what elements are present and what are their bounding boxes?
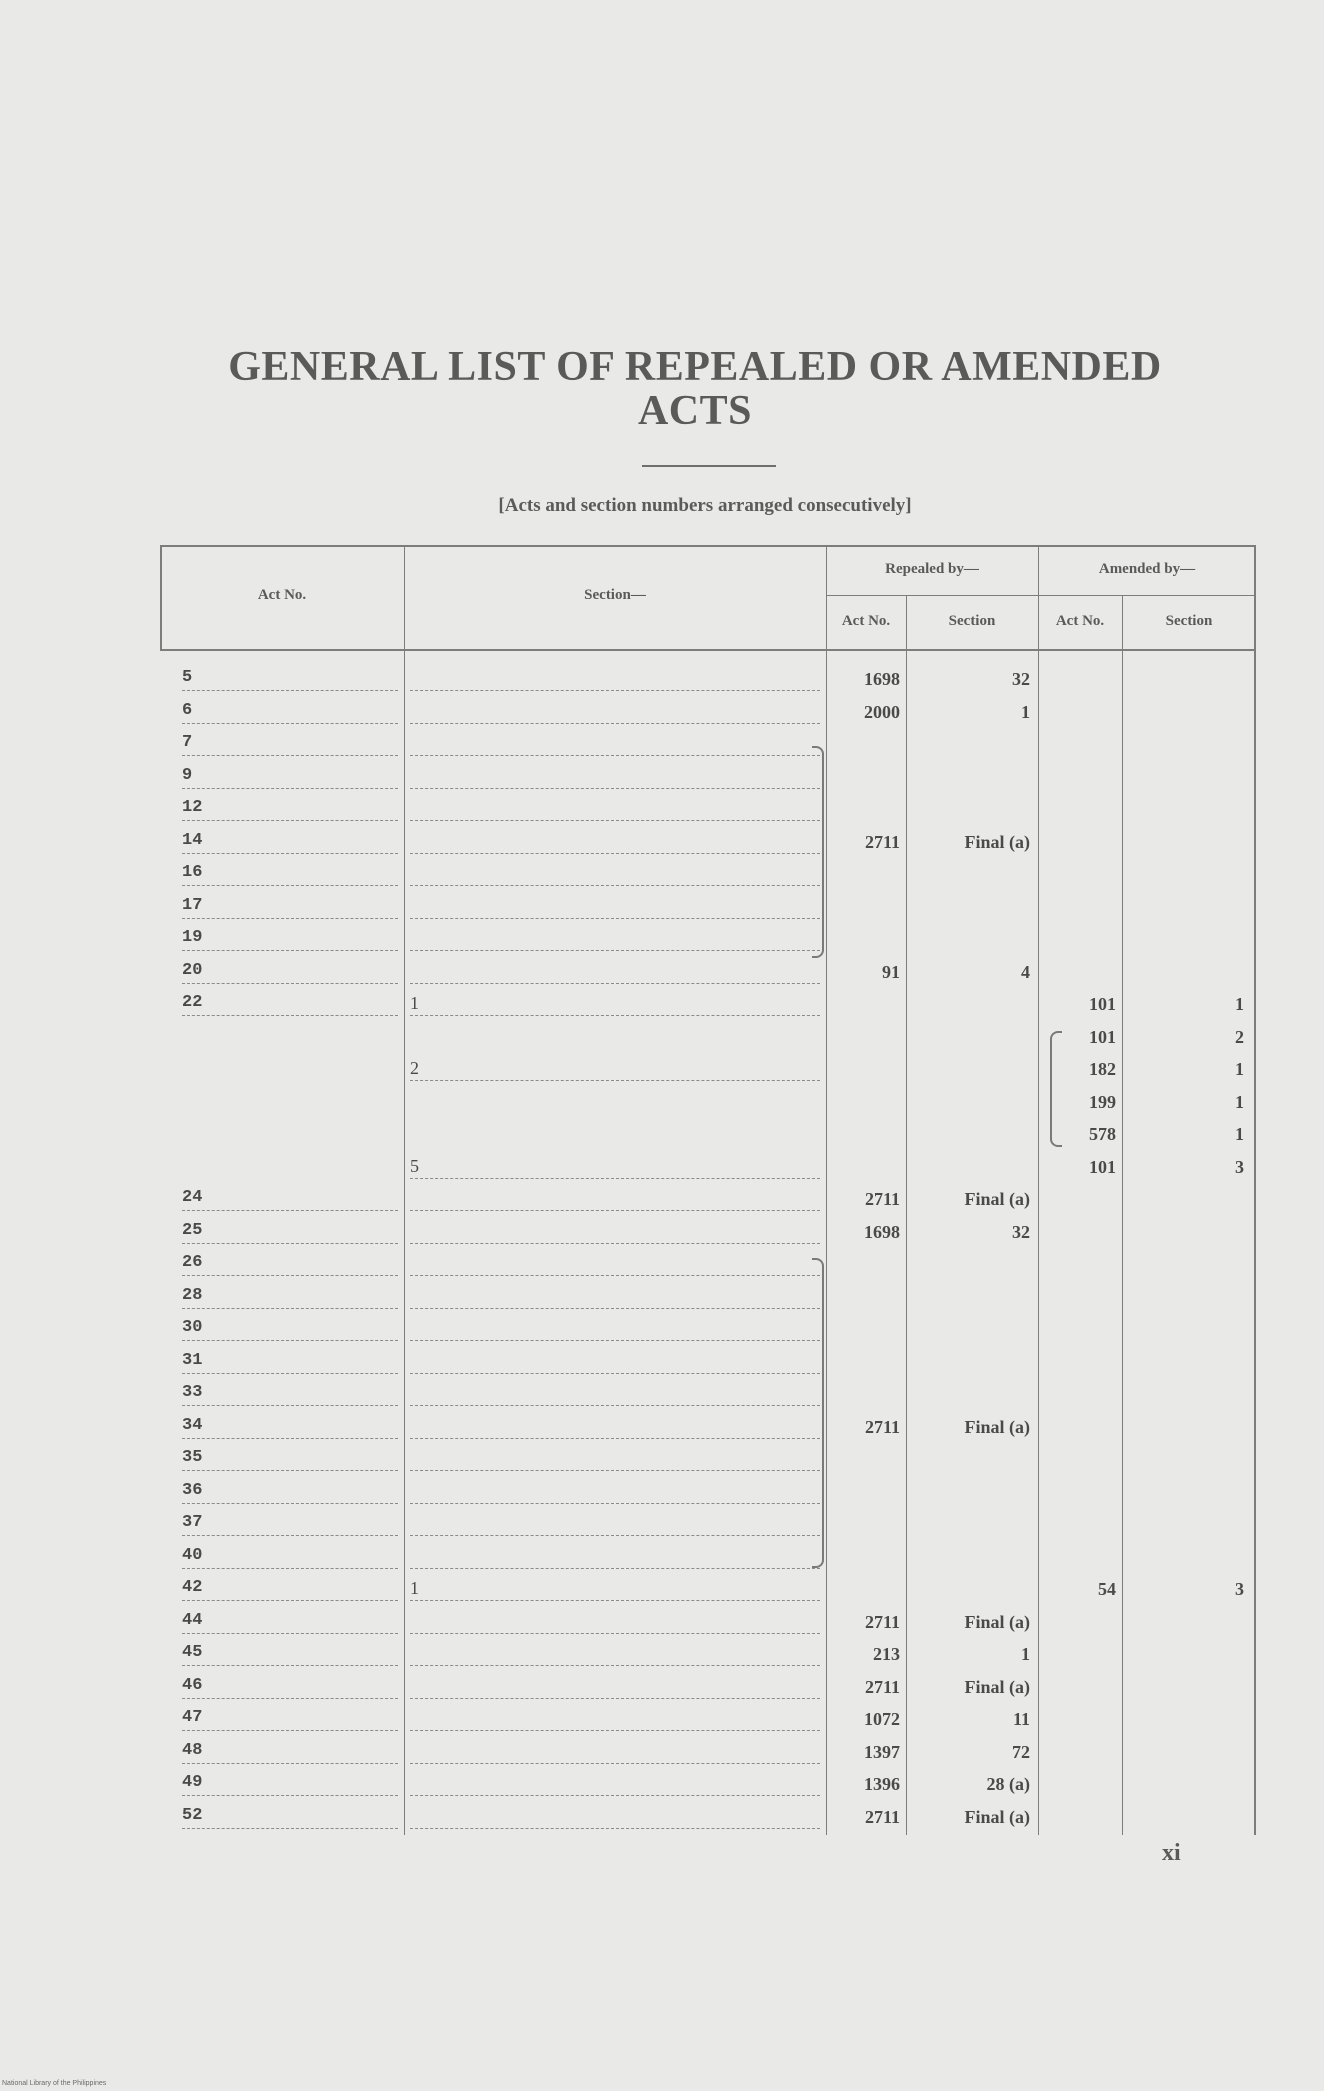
brace-repealed-26-40 (812, 1258, 824, 1568)
repealed-act-number: 2711 (864, 1416, 900, 1437)
act-number: 44 (182, 1609, 398, 1634)
section-number (410, 1446, 820, 1471)
repealed-act-number (832, 765, 900, 789)
act-number: 48 (182, 1739, 398, 1764)
title-line-2: ACTS (637, 388, 753, 434)
repealed-act-number: 2711 (864, 1676, 900, 1697)
amended-act-number (1044, 1317, 1116, 1341)
act-number (182, 1155, 398, 1179)
repealed-act-number: 2711 (864, 1806, 900, 1827)
section-number (410, 1316, 820, 1341)
section-number (410, 666, 820, 691)
repealed-act-number: 2711 (864, 831, 900, 852)
table-row (160, 1021, 1256, 1053)
section-number (410, 829, 820, 854)
amended-act-number: 199 (1089, 1091, 1116, 1112)
act-number: 31 (182, 1349, 398, 1374)
amended-act-number (1044, 1480, 1116, 1504)
header-repealed-section: Section (948, 613, 996, 629)
header-act-no: Act No. (257, 587, 307, 603)
repealed-section (912, 992, 1030, 1016)
act-number (182, 1090, 398, 1114)
amended-section (1128, 862, 1244, 886)
act-number: 22 (182, 991, 398, 1016)
table-row (160, 1638, 1256, 1670)
amended-act-number (1044, 1772, 1116, 1796)
repealed-act-number (832, 1025, 900, 1049)
amended-section (1128, 732, 1244, 756)
amended-section: 1 (1235, 1059, 1244, 1079)
amended-act-number (1044, 700, 1116, 724)
act-number: 52 (182, 1804, 398, 1829)
act-number: 17 (182, 894, 398, 919)
repealed-section (912, 1155, 1030, 1179)
amended-section (1128, 895, 1244, 919)
table-row (160, 793, 1256, 825)
section-number (410, 861, 820, 886)
amended-act-number: 101 (1089, 1156, 1116, 1177)
repealed-section (912, 1317, 1030, 1341)
act-number: 26 (182, 1251, 398, 1276)
section-number (410, 1219, 820, 1244)
header-amended-by: Amended by— (1098, 561, 1196, 577)
title-line-1: GENERAL LIST OF REPEALED OR AMENDED (228, 344, 1162, 390)
amended-section (1128, 1252, 1244, 1276)
repealed-section: 1 (1021, 701, 1030, 722)
repealed-act-number (832, 927, 900, 951)
repealed-act-number (832, 1447, 900, 1471)
section-number: 5 (410, 1154, 820, 1179)
section-number (410, 764, 820, 789)
repealed-act-number (832, 1090, 900, 1114)
amended-act-number (1044, 1187, 1116, 1211)
table-row (160, 1703, 1256, 1735)
act-number: 47 (182, 1706, 398, 1731)
table-row (160, 663, 1256, 695)
table-row (160, 1183, 1256, 1215)
repealed-section (912, 765, 1030, 789)
amended-section (1128, 1707, 1244, 1731)
act-number: 19 (182, 926, 398, 951)
repealed-act-number (832, 862, 900, 886)
section-number (410, 1414, 820, 1439)
amended-act-number (1044, 1285, 1116, 1309)
section-number (410, 1090, 820, 1114)
repealed-section (912, 1447, 1030, 1471)
repealed-act-number: 1072 (864, 1709, 900, 1729)
amended-act-number (1044, 1447, 1116, 1471)
repealed-section (912, 797, 1030, 821)
section-number (410, 1479, 820, 1504)
repealed-act-number (832, 1577, 900, 1601)
repealed-section: 32 (1012, 1221, 1030, 1242)
table-row (160, 1248, 1256, 1280)
table-row (160, 1313, 1256, 1345)
table-row (160, 923, 1256, 955)
section-number (410, 926, 820, 951)
act-number: 33 (182, 1381, 398, 1406)
amended-act-number (1044, 927, 1116, 951)
repealed-act-number: 2711 (864, 1611, 900, 1632)
amended-section (1128, 1480, 1244, 1504)
table-row (160, 1281, 1256, 1313)
section-number (410, 1739, 820, 1764)
amended-section (1128, 1675, 1244, 1699)
amended-act-number: 182 (1089, 1059, 1116, 1079)
repealed-section: 72 (1012, 1741, 1030, 1762)
amended-act-number: 578 (1089, 1124, 1116, 1144)
repealed-act-number (832, 1317, 900, 1341)
table-row (160, 1118, 1256, 1150)
header-section: Section— (584, 587, 646, 603)
table-row (160, 858, 1256, 890)
amended-act-number: 101 (1089, 1026, 1116, 1047)
section-number (410, 699, 820, 724)
repealed-section: 1 (1021, 1644, 1030, 1664)
act-number: 7 (182, 731, 398, 756)
act-number (182, 1025, 398, 1049)
amended-act-number (1044, 1220, 1116, 1244)
amended-act-number (1044, 862, 1116, 886)
table-top-rule (160, 545, 1256, 547)
repealed-act-number: 1397 (864, 1741, 900, 1762)
act-number: 42 (182, 1576, 398, 1601)
repealed-section: Final (a) (964, 1676, 1030, 1697)
act-number: 45 (182, 1641, 398, 1666)
repealed-act-number (832, 1285, 900, 1309)
section-number (410, 1544, 820, 1569)
section-number (410, 731, 820, 756)
act-number: 12 (182, 796, 398, 821)
header-bottom-rule (160, 649, 1256, 651)
amended-act-number (1044, 1382, 1116, 1406)
page-title (150, 345, 1240, 433)
footer-credit: National Library of the Philippines (2, 2080, 107, 2087)
amended-section (1128, 830, 1244, 854)
repealed-act-number: 1396 (864, 1774, 900, 1794)
act-number: 9 (182, 764, 398, 789)
amended-section (1128, 1285, 1244, 1309)
table-row (160, 1216, 1256, 1248)
amended-section (1128, 1740, 1244, 1764)
amended-section (1128, 1642, 1244, 1666)
repealed-section (912, 1025, 1030, 1049)
brace-repealed-7-19 (812, 746, 824, 958)
amended-act-number (1044, 765, 1116, 789)
section-number (410, 796, 820, 821)
amended-section: 1 (1235, 1124, 1244, 1144)
repealed-act-number (832, 1545, 900, 1569)
act-number: 35 (182, 1446, 398, 1471)
amended-section (1128, 667, 1244, 691)
table-row (160, 826, 1256, 858)
act-number (182, 1122, 398, 1146)
act-number: 30 (182, 1316, 398, 1341)
repealed-act-number (832, 1122, 900, 1146)
act-number: 37 (182, 1511, 398, 1536)
table-row (160, 1411, 1256, 1443)
repealed-act-number (832, 797, 900, 821)
section-number (410, 1349, 820, 1374)
act-number: 24 (182, 1186, 398, 1211)
repealed-act-number (832, 1382, 900, 1406)
repealed-act-number: 91 (882, 961, 900, 982)
repealed-section: 4 (1021, 961, 1030, 982)
page-number: xi (1162, 1840, 1181, 1866)
amended-act-number (1044, 895, 1116, 919)
amended-section (1128, 1512, 1244, 1536)
repealed-section (912, 732, 1030, 756)
amended-section (1128, 1187, 1244, 1211)
table-row (160, 1086, 1256, 1118)
table-row (160, 728, 1256, 760)
section-number (410, 1186, 820, 1211)
table-row (160, 761, 1256, 793)
amended-act-number (1044, 732, 1116, 756)
table-row (160, 1671, 1256, 1703)
amended-act-number (1044, 1350, 1116, 1374)
amended-section: 3 (1235, 1579, 1244, 1599)
table-row (160, 1508, 1256, 1540)
repealed-act-number (832, 732, 900, 756)
section-number (410, 1025, 820, 1049)
repealed-section: Final (a) (964, 831, 1030, 852)
repealed-section: Final (a) (964, 1416, 1030, 1437)
repealed-section (912, 862, 1030, 886)
repealed-act-number: 1698 (864, 1221, 900, 1242)
repealed-act-number (832, 895, 900, 919)
repealed-act-number (832, 1480, 900, 1504)
amended-section (1128, 1350, 1244, 1374)
amended-act-number (1044, 1610, 1116, 1634)
amended-section (1128, 1772, 1244, 1796)
repealed-section (912, 1057, 1030, 1081)
repealed-section (912, 1480, 1030, 1504)
table-row (160, 1801, 1256, 1833)
table-row (160, 1736, 1256, 1768)
repealed-section (912, 1577, 1030, 1601)
section-number (410, 1674, 820, 1699)
amended-act-number (1044, 1512, 1116, 1536)
amended-section (1128, 1317, 1244, 1341)
table-row (160, 1768, 1256, 1800)
amended-act-number: 101 (1089, 994, 1116, 1014)
section-number (410, 1609, 820, 1634)
table-row (160, 988, 1256, 1020)
amended-section (1128, 927, 1244, 951)
brace-amended-22-2 (1050, 1031, 1062, 1147)
act-number: 49 (182, 1771, 398, 1796)
section-number: 2 (410, 1056, 820, 1081)
amended-section (1128, 765, 1244, 789)
section-number (410, 1641, 820, 1666)
repealed-section (912, 1252, 1030, 1276)
section-number (410, 1511, 820, 1536)
act-number: 28 (182, 1284, 398, 1309)
amended-act-number (1044, 1707, 1116, 1731)
amended-act-number (1044, 797, 1116, 821)
repealed-section: Final (a) (964, 1806, 1030, 1827)
table-row (160, 1541, 1256, 1573)
act-number: 34 (182, 1414, 398, 1439)
act-number: 6 (182, 699, 398, 724)
section-number: 1 (410, 1576, 820, 1601)
section-number (410, 894, 820, 919)
repealed-section (912, 1350, 1030, 1374)
section-number (410, 959, 820, 984)
amended-section (1128, 797, 1244, 821)
table-row (160, 1443, 1256, 1475)
amended-section (1128, 1382, 1244, 1406)
repealed-section: Final (a) (964, 1189, 1030, 1209)
amended-section (1128, 700, 1244, 724)
table-row (160, 1346, 1256, 1378)
table-row (160, 956, 1256, 988)
repealed-act-number: 2000 (864, 701, 900, 722)
act-number: 36 (182, 1479, 398, 1504)
section-number (410, 1706, 820, 1731)
table-row (160, 1606, 1256, 1638)
amended-act-number: 54 (1098, 1579, 1116, 1599)
repealed-section (912, 1545, 1030, 1569)
repealed-section (912, 927, 1030, 951)
repealed-section (912, 1512, 1030, 1536)
amended-section (1128, 1447, 1244, 1471)
amended-section: 1 (1235, 994, 1244, 1014)
amended-section: 2 (1235, 1026, 1244, 1047)
repealed-act-number (832, 992, 900, 1016)
act-number: 20 (182, 959, 398, 984)
repealed-act-number (832, 1350, 900, 1374)
amended-act-number (1044, 1252, 1116, 1276)
title-rule (642, 465, 776, 467)
amended-act-number (1044, 667, 1116, 691)
amended-section (1128, 1545, 1244, 1569)
header-repealed-act-no: Act No. (841, 613, 891, 629)
amended-act-number (1044, 960, 1116, 984)
repealed-act-number (832, 1252, 900, 1276)
repealed-section (912, 1285, 1030, 1309)
subtitle: [Acts and section numbers arranged consecutively] (498, 495, 912, 516)
act-number: 5 (182, 666, 398, 691)
table-row (160, 891, 1256, 923)
amended-act-number (1044, 1805, 1116, 1829)
table-row (160, 1053, 1256, 1085)
section-number (410, 1251, 820, 1276)
repealed-section (912, 895, 1030, 919)
amended-act-number (1044, 1675, 1116, 1699)
header-amended-section: Section (1165, 613, 1213, 629)
amended-section: 1 (1235, 1091, 1244, 1112)
acts-table (160, 545, 1256, 1835)
act-number: 40 (182, 1544, 398, 1569)
table-row (160, 1378, 1256, 1410)
amended-section (1128, 1415, 1244, 1439)
amended-section (1128, 1805, 1244, 1829)
repealed-act-number: 213 (873, 1644, 900, 1664)
amended-act-number (1044, 1740, 1116, 1764)
act-number: 16 (182, 861, 398, 886)
header-group-rule (826, 595, 1256, 596)
repealed-act-number (832, 1512, 900, 1536)
repealed-section: 28 (a) (986, 1774, 1030, 1794)
repealed-section (912, 1122, 1030, 1146)
repealed-act-number: 2711 (864, 1189, 900, 1209)
table-row (160, 1476, 1256, 1508)
amended-section (1128, 960, 1244, 984)
section-number (410, 1284, 820, 1309)
table-row (160, 1573, 1256, 1605)
section-number (410, 1804, 820, 1829)
act-number: 46 (182, 1674, 398, 1699)
amended-section (1128, 1220, 1244, 1244)
act-number: 25 (182, 1219, 398, 1244)
amended-act-number (1044, 1545, 1116, 1569)
amended-section (1128, 1610, 1244, 1634)
table-row (160, 1151, 1256, 1183)
repealed-section: 11 (1012, 1709, 1030, 1729)
amended-section: 3 (1235, 1156, 1244, 1177)
header-amended-act-no: Act No. (1055, 613, 1105, 629)
section-number (410, 1122, 820, 1146)
repealed-section: 32 (1012, 669, 1030, 689)
act-number: 14 (182, 829, 398, 854)
section-number (410, 1771, 820, 1796)
act-number (182, 1057, 398, 1081)
repealed-act-number: 1698 (864, 669, 900, 689)
section-number (410, 1381, 820, 1406)
header-repealed-by: Repealed by— (885, 561, 979, 577)
repealed-section: Final (a) (964, 1611, 1030, 1632)
repealed-section (912, 1382, 1030, 1406)
repealed-act-number (832, 1155, 900, 1179)
amended-act-number (1044, 1642, 1116, 1666)
repealed-act-number (832, 1057, 900, 1081)
amended-act-number (1044, 1415, 1116, 1439)
table-row (160, 696, 1256, 728)
repealed-section (912, 1090, 1030, 1114)
section-number: 1 (410, 991, 820, 1016)
amended-act-number (1044, 830, 1116, 854)
